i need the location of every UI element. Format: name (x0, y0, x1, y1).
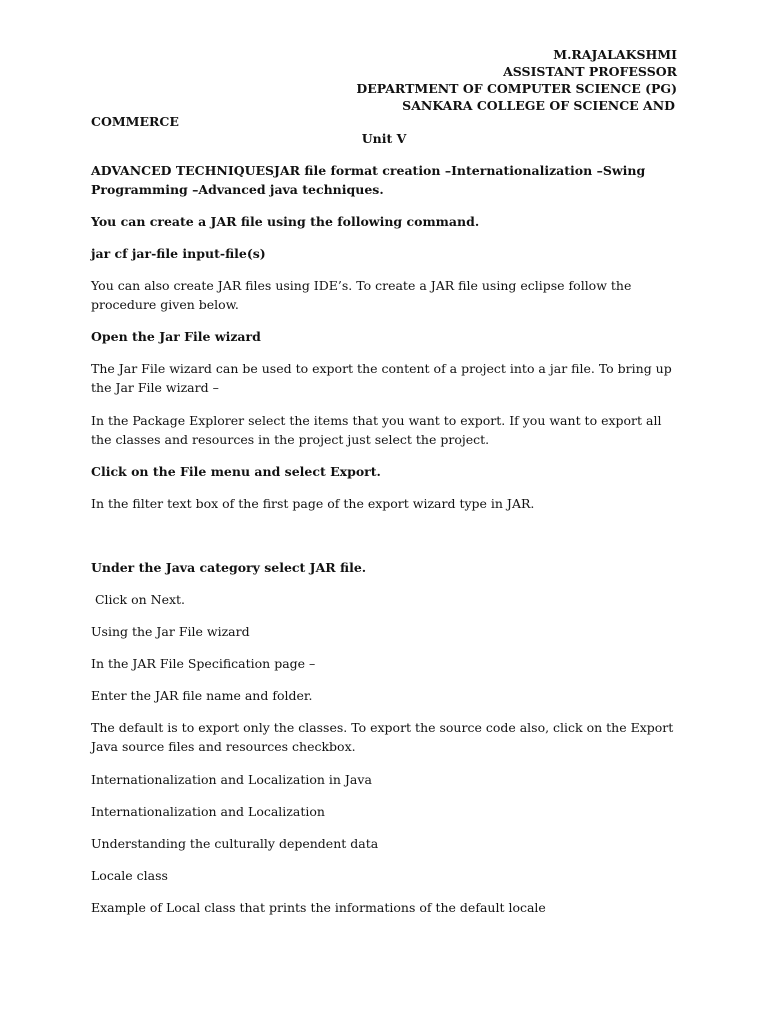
college-name-continued: COMMERCE (91, 114, 179, 129)
paragraph-locale-example: Example of Local class that prints the informations of the default locale (91, 900, 546, 915)
paragraph-create-jar-command: You can create a JAR file using the following command. (91, 214, 480, 229)
paragraph-using-wizard: Using the Jar File wizard (91, 624, 250, 639)
department-name: DEPARTMENT OF COMPUTER SCIENCE (PG) (356, 81, 677, 96)
paragraph-specification-page: In the JAR File Specification page – (91, 656, 316, 671)
paragraph-ide-jar: You can also create JAR files using IDE’s. To create a JAR file using eclipse follow the procedure given below. (91, 278, 632, 312)
paragraph-export-default: The default is to export only the classes. To export the source code also, click on the Export Java source files and resources checkbox. (91, 720, 674, 754)
paragraph-package-explorer: In the Package Explorer select the items that you want to export. If you want to export all the classes and resources in the project just select the project. (91, 413, 662, 447)
author-name: M.RAJALAKSHMI (553, 47, 677, 62)
unit-title: Unit V (361, 131, 407, 146)
paragraph-jar-command: jar cf jar-file input-file(s) (91, 246, 266, 261)
paragraph-wizard-description: The Jar File wizard can be used to export the content of a project into a jar file. To bring up the Jar File wizard – (91, 361, 672, 395)
paragraph-enter-file-name: Enter the JAR file name and folder. (91, 688, 313, 703)
paragraph-i18n-l10n: Internationalization and Localization (91, 804, 325, 819)
author-designation: ASSISTANT PROFESSOR (503, 64, 677, 79)
paragraph-filter-text-box: In the filter text box of the first page of the export wizard type in JAR. (91, 496, 535, 511)
paragraph-i18n-java: Internationalization and Localization in Java (91, 772, 372, 787)
paragraph-file-menu-export: Click on the File menu and select Export. (91, 464, 381, 479)
paragraph-java-category: Under the Java category select JAR file. (91, 560, 367, 575)
paragraph-open-wizard: Open the Jar File wizard (91, 329, 261, 344)
paragraph-click-next: Click on Next. (91, 592, 186, 607)
paragraph-locale-class: Locale class (91, 868, 168, 883)
college-name: SANKARA COLLEGE OF SCIENCE AND (402, 98, 675, 113)
paragraph-advanced-techniques: ADVANCED TECHNIQUESJAR file format creation –Internationalization –Swing Programming –Advanced java techniques. (91, 163, 646, 197)
paragraph-culturally-dependent: Understanding the culturally dependent data (91, 836, 379, 851)
